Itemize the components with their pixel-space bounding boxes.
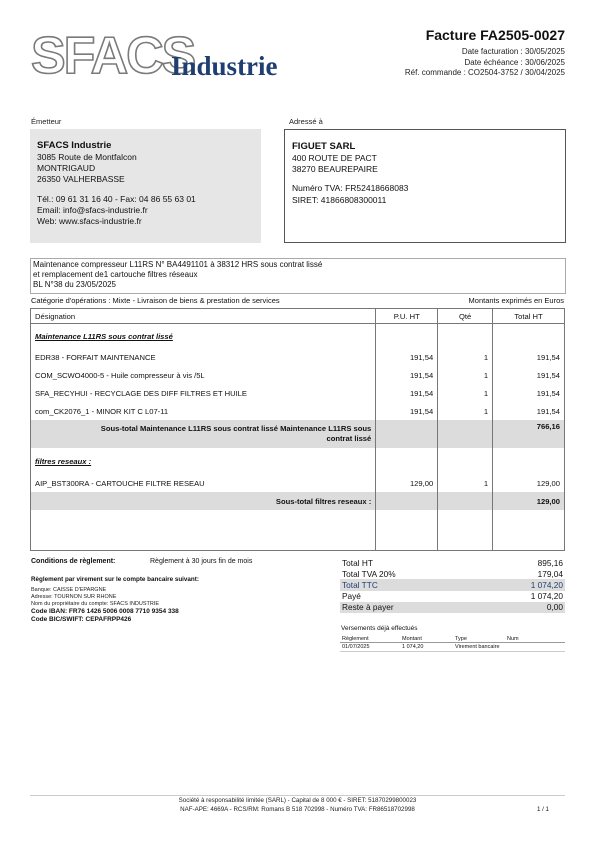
pay-header-montant: Montant — [400, 635, 453, 643]
row-pu: 191,54 — [376, 348, 438, 366]
row-pu: 191,54 — [376, 384, 438, 402]
pay-reglement: 01/07/2025 — [340, 643, 400, 652]
total-value: 1 074,20 — [530, 591, 563, 602]
category-text: Catégorie d'opérations : Mixte - Livraison de biens & prestation de services — [31, 296, 280, 305]
table-row — [31, 366, 565, 384]
total-label: Total HT — [342, 557, 373, 568]
totals-table — [340, 557, 565, 613]
row-designation: AIP_BST300RA - CARTOUCHE FILTRE RESEAU — [31, 474, 376, 492]
row-pu: 191,54 — [376, 402, 438, 420]
pay-header-num: Num — [505, 635, 565, 643]
recipient-box — [284, 129, 566, 243]
emitter-address3: 26350 VALHERBASSE — [37, 174, 125, 185]
logo-industrie: Industrie — [171, 51, 278, 81]
row-total: 191,54 — [493, 366, 565, 384]
emitter-box — [30, 129, 261, 243]
pay-header-reglement: Règlement — [340, 635, 400, 643]
table-header — [31, 309, 565, 324]
row-designation: EDR38 - FORFAIT MAINTENANCE — [31, 348, 376, 366]
emitter-email[interactable]: Email: info@sfacs-industrie.fr — [37, 204, 148, 215]
total-row — [340, 568, 565, 579]
subtotal-label: Sous-total filtres reseaux : — [31, 492, 376, 510]
total-label: Payé — [342, 591, 361, 602]
total-label: Reste à payer — [340, 602, 478, 613]
pay-type: Virement bancaire — [453, 643, 505, 652]
subtotal-row — [31, 492, 565, 510]
recipient-label: Adressé à — [289, 117, 323, 126]
pay-montant: 1 074,20 — [400, 643, 453, 652]
emitter-label: Émetteur — [31, 117, 62, 126]
total-label: Total TTC — [340, 579, 478, 590]
header-pu: P.U. HT — [376, 309, 438, 324]
subtotal-value: 129,00 — [493, 492, 565, 510]
page-number: 1 / 1 — [536, 806, 549, 813]
total-row — [340, 557, 565, 568]
payment-row — [340, 643, 565, 652]
bank-iban: Code IBAN: FR76 1426 5006 0008 7710 9354 338 — [31, 608, 179, 615]
invoice-meta — [405, 47, 565, 79]
pay-header-type: Type — [453, 635, 505, 643]
row-pu: 191,54 — [376, 366, 438, 384]
recipient-tva: Numéro TVA: FR52418668083 — [292, 183, 409, 194]
payments-header — [340, 635, 565, 643]
emitter-address2: MONTRIGAUD — [37, 163, 96, 174]
subtotal-label — [31, 420, 376, 448]
description-line2: et remplacement de1 cartouche filtres réseaux — [33, 270, 198, 279]
recipient-address2: 38270 BEAUREPAIRE — [292, 164, 378, 175]
row-designation: com_CK2076_1 - MINOR KIT C L07-11 — [31, 402, 376, 420]
row-qty: 1 — [438, 384, 493, 402]
description-box — [30, 258, 566, 294]
total-label: Total TVA 20% — [342, 568, 396, 579]
payments-title: Versements déjà effectués — [341, 625, 418, 632]
date-facturation: Date facturation : 30/05/2025 — [461, 47, 565, 56]
table-row — [31, 348, 565, 366]
description-line3: BL N°38 du 23/05/2025 — [33, 280, 116, 289]
table-row — [31, 384, 565, 402]
bank-bic: Code BIC/SWIFT: CEPAFRPP426 — [31, 616, 132, 623]
empty-row — [31, 510, 565, 551]
description-line1: Maintenance compresseur L11RS N° BA4491101 à 38312 HRS sous contrat lissé — [33, 260, 323, 269]
recipient-name: FIGUET SARL — [292, 141, 356, 152]
items-table — [30, 308, 565, 551]
emitter-name: SFACS Industrie — [37, 140, 112, 151]
bank-name: Banque: CAISSE D'EPARGNE — [31, 587, 107, 593]
row-total: 191,54 — [493, 348, 565, 366]
amounts-note: Montants exprimés en Euros — [468, 296, 564, 305]
total-row — [340, 579, 565, 590]
header-qty: Qté — [438, 309, 493, 324]
total-row — [340, 591, 565, 602]
row-qty: 1 — [438, 348, 493, 366]
payments-table — [340, 635, 565, 652]
total-value: 895,16 — [537, 557, 563, 568]
section-title: Maintenance L11RS sous contrat lissé — [31, 324, 376, 349]
footer-line2: NAF-APE: 4669A - RCS/RM: Romans B 518 702998 - Numéro TVA: FR86518702998 — [180, 806, 415, 813]
footer-divider — [30, 795, 565, 796]
bank-address: Adresse: TOURNON SUR RHONE — [31, 594, 117, 600]
date-echeance: Date échéance : 30/06/2025 — [464, 57, 565, 67]
subtotal-value: 766,16 — [493, 420, 565, 448]
row-designation: COM_SCWO4000-5 - Huile compresseur à vis /5L — [31, 366, 376, 384]
logo-sfacs: SFACS — [31, 27, 195, 85]
header-designation: Désignation — [31, 309, 376, 324]
row-qty: 1 — [438, 474, 493, 492]
total-value: 1 074,20 — [478, 579, 565, 590]
recipient-address1: 400 ROUTE DE PACT — [292, 153, 377, 163]
row-qty: 1 — [438, 366, 493, 384]
footer-line1: Société à responsabilité limitée (SARL) - Capital de 8 000 € - SIRET: 51870299800023 — [178, 797, 417, 804]
row-total: 191,54 — [493, 402, 565, 420]
invoice-title: Facture FA2505-0027 — [425, 27, 565, 43]
header-total: Total HT — [493, 309, 565, 324]
table-row — [31, 402, 565, 420]
emitter-phone: Tél.: 09 61 31 16 40 - Fax: 04 86 55 63 01 — [37, 193, 196, 204]
pay-num — [505, 643, 565, 652]
section-title: filtres reseaux : — [31, 448, 376, 474]
section-row — [31, 324, 565, 349]
transfer-label: Règlement par virement sur le compte bancaire suivant: — [31, 576, 199, 583]
row-total: 191,54 — [493, 384, 565, 402]
conditions-value: Règlement à 30 jours fin de mois — [150, 558, 253, 565]
section-row — [31, 448, 565, 474]
subtotal-label-line2: contrat lissé — [326, 434, 372, 443]
conditions-label: Conditions de règlement: — [31, 558, 116, 565]
bank-details — [31, 587, 179, 624]
row-designation: SFA_RECYHUI - RECYCLAGE DES DIFF FILTRES ET HUILE — [31, 384, 376, 402]
row-qty: 1 — [438, 402, 493, 420]
total-value: 0,00 — [478, 602, 565, 613]
total-row — [340, 602, 565, 613]
total-value: 179,04 — [537, 568, 563, 579]
table-row — [31, 474, 565, 492]
ref-commande: Réf. commande : CO2504-3752 / 30/04/2025 — [404, 68, 565, 77]
emitter-web[interactable]: Web: www.sfacs-industrie.fr — [37, 216, 142, 227]
emitter-address1: 3085 Route de Montfalcon — [37, 152, 137, 162]
subtotal-label-line1: Sous-total Maintenance L11RS sous contrat lissé Maintenance L11RS sous — [100, 424, 372, 433]
subtotal-row — [31, 420, 565, 448]
bank-owner: Nom du propriétaire du compte: SFACS INDUSTRIE — [31, 601, 160, 607]
recipient-siret: SIRET: 41866808300011 — [292, 194, 387, 205]
row-total: 129,00 — [493, 474, 565, 492]
row-pu: 129,00 — [376, 474, 438, 492]
